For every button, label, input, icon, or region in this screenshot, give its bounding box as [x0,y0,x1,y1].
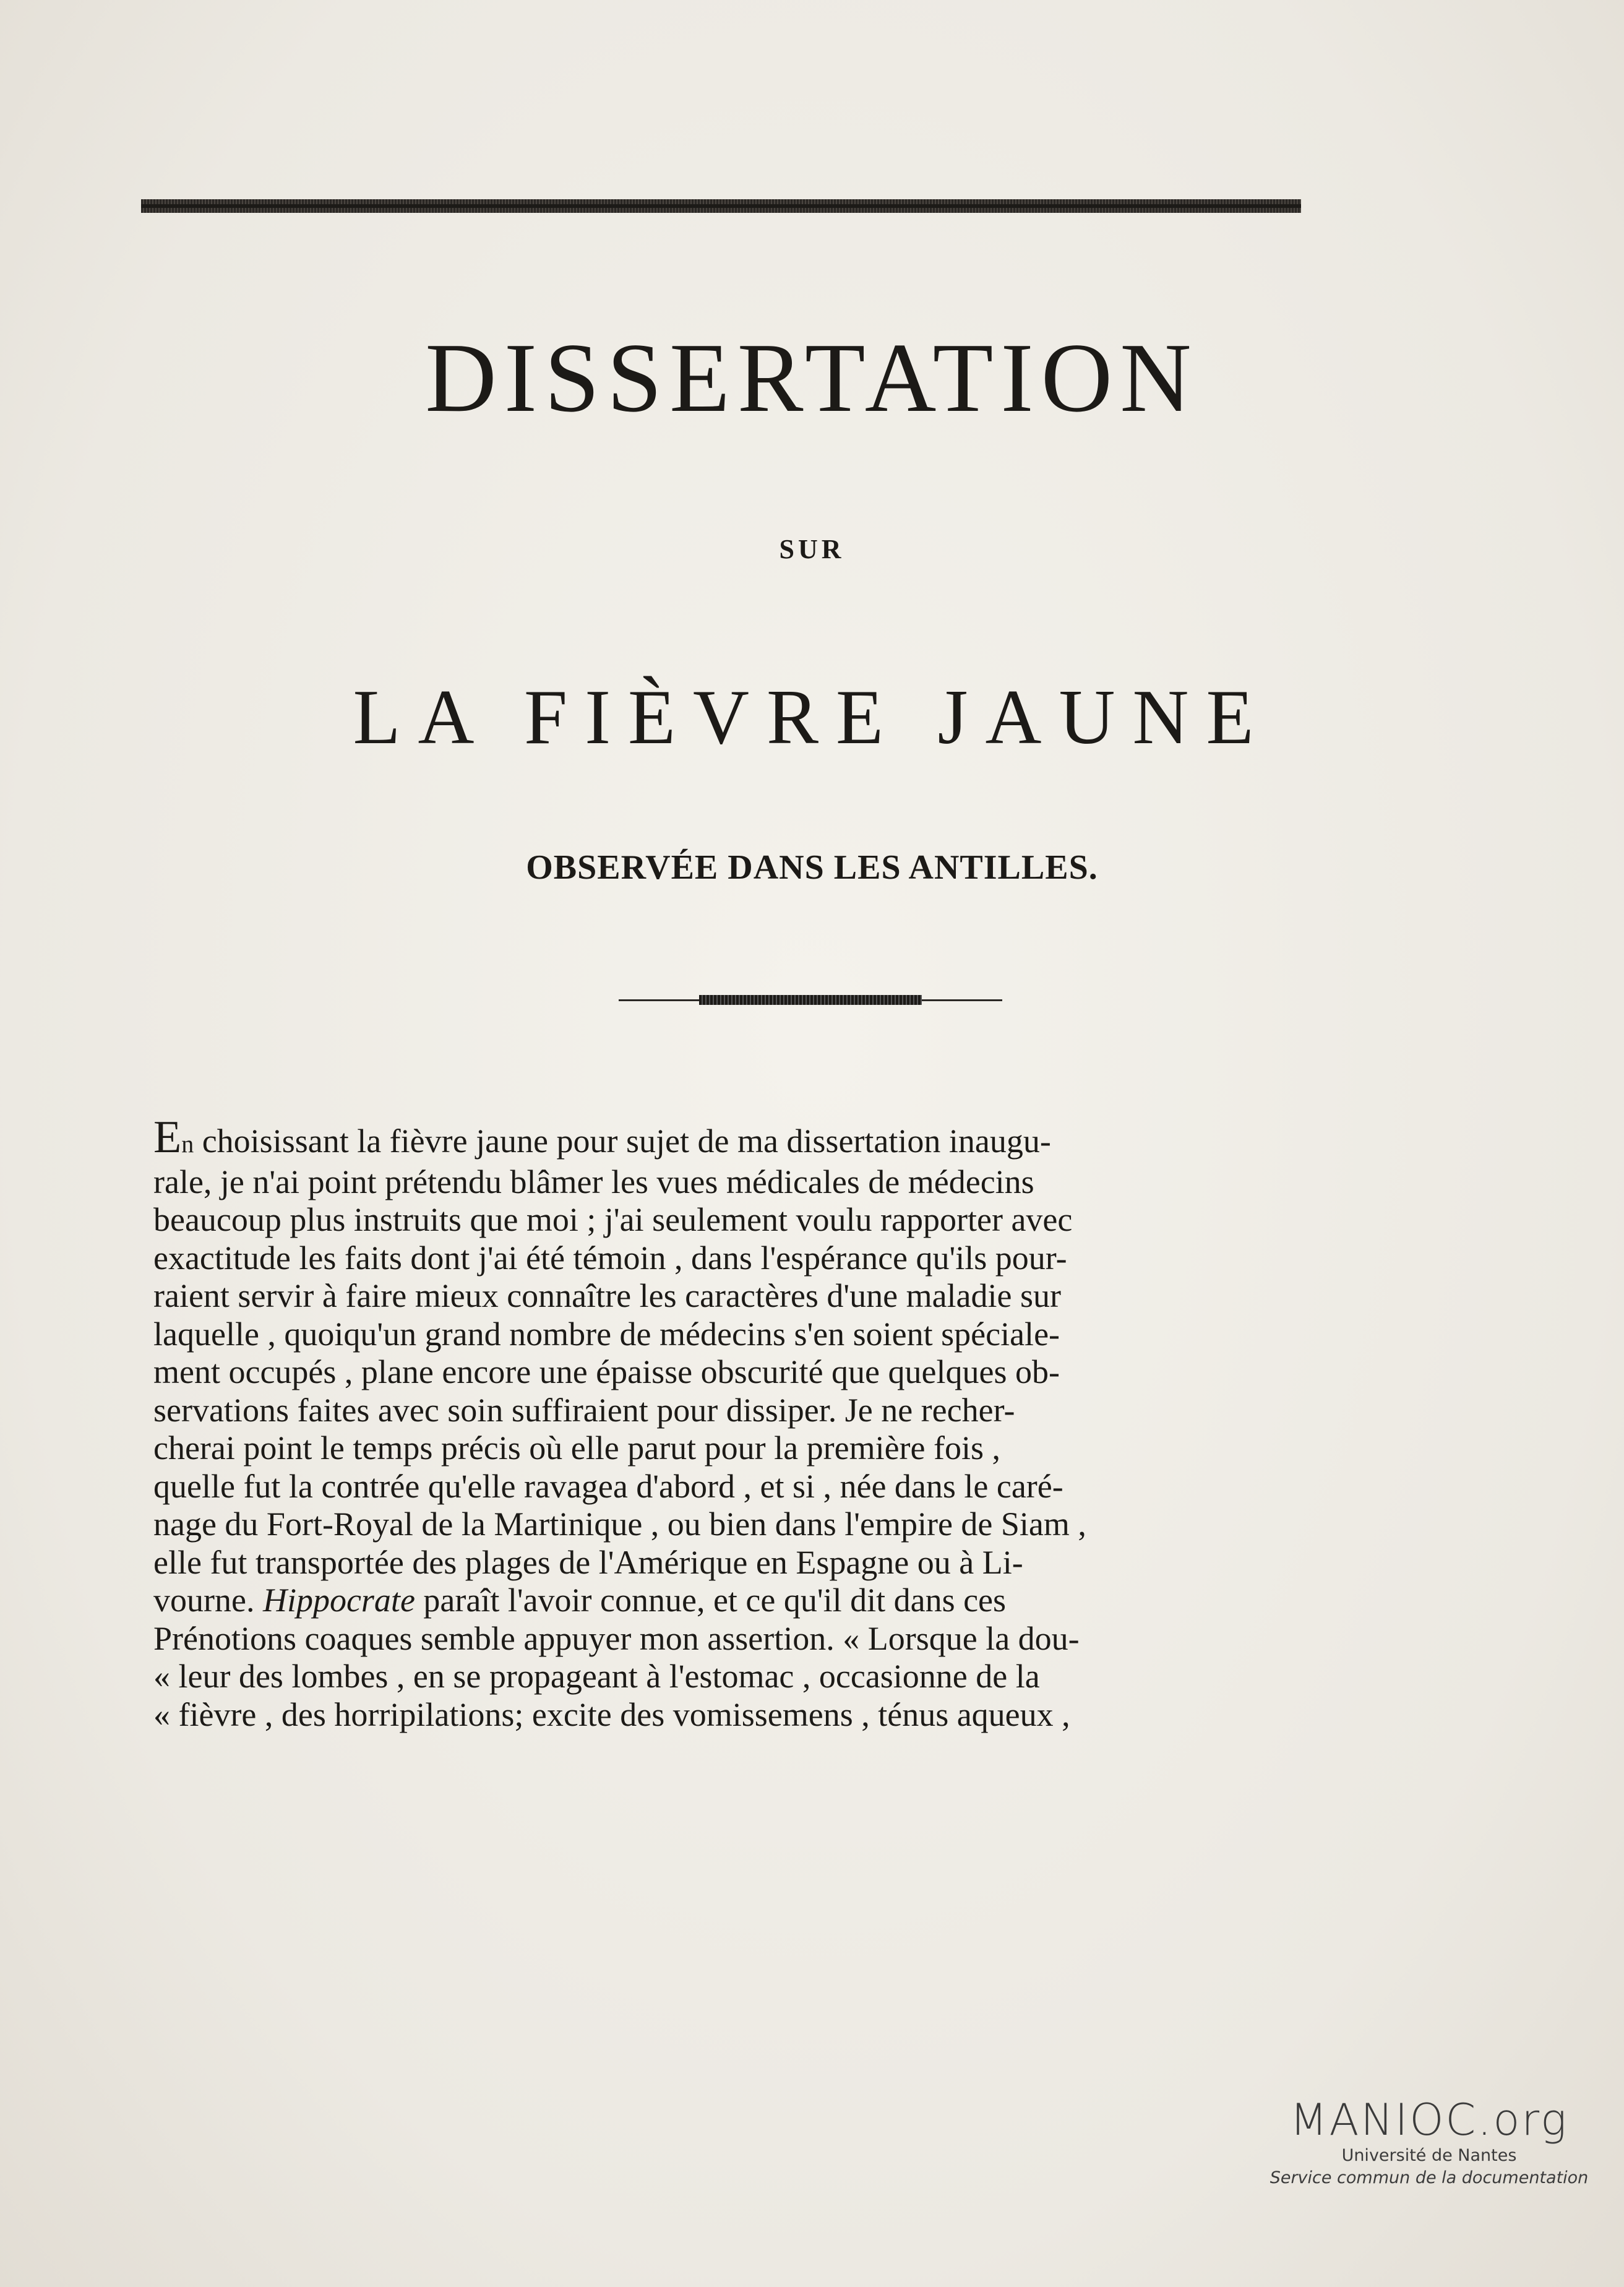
text-line: elle fut transportée des plages de l'Amérique en Espagne ou à Li- [153,1543,1023,1581]
drop-cap: E [153,1112,182,1163]
text-line: laquelle , quoiqu'un grand nombre de médecins s'en soient spéciale- [153,1315,1060,1353]
text-line: « fièvre , des horripilations; excite des vomissemens , ténus aqueux , [153,1695,1070,1733]
body-paragraph [153,1112,1336,1734]
text-line: quelle fut la contrée qu'elle ravagea d'abord , et si , née dans le caré- [153,1467,1063,1505]
text-line: nage du Fort-Royal de la Martinique , ou bien dans l'empire de Siam , [153,1505,1086,1543]
text-line: Prénotions coaques semble appuyer mon assertion. « Lorsque la dou- [153,1619,1080,1657]
text-line: En choisissant la fièvre jaune pour sujet de ma dissertation inaugu- [153,1112,1051,1163]
text-line: « leur des lombes , en se propageant à l'estomac , occasionne de la [153,1658,1040,1695]
text-line: exactitude les faits dont j'ai été témoin , dans l'espérance qu'ils pour- [153,1239,1067,1277]
section-divider [619,995,1002,1005]
author-name: Hippocrate [262,1582,415,1619]
manioc-watermark-logo [1262,2095,1596,2189]
top-ornamental-rule [141,199,1301,213]
title-connector: SUR [779,534,845,564]
text-line: beaucoup plus instruits que moi ; j'ai seulement voulu rapporter avec [153,1201,1073,1238]
text-line: servations faites avec soin suffiraient pour dissiper. Je ne recher- [153,1391,1015,1429]
text-line: ment occupés , plane encore une épaisse obscurité que quelques ob- [153,1353,1060,1390]
logo-mark: MANIOC.org [1290,2095,1568,2145]
subtitle: OBSERVÉE DANS LES ANTILLES. [526,848,1098,887]
text-line: raient servir à faire mieux connaître les caractères d'une maladie sur [153,1277,1061,1314]
subject-title: LA FIÈVRE JAUNE [353,674,1271,760]
logo-service: Service commun de la documentation [1270,2168,1589,2187]
text-line: cherai point le temps précis où elle parut pour la première fois , [153,1429,1001,1467]
text-line: rale, je n'ai point prétendu blâmer les vues médicales de médecins [153,1163,1034,1200]
small-cap: n [181,1130,194,1158]
main-title: DISSERTATION [425,322,1199,433]
logo-institution: Université de Nantes [1341,2146,1517,2165]
text-line: vourne. Hippocrate paraît l'avoir connue, et ce qu'il dit dans ces [153,1582,1007,1619]
